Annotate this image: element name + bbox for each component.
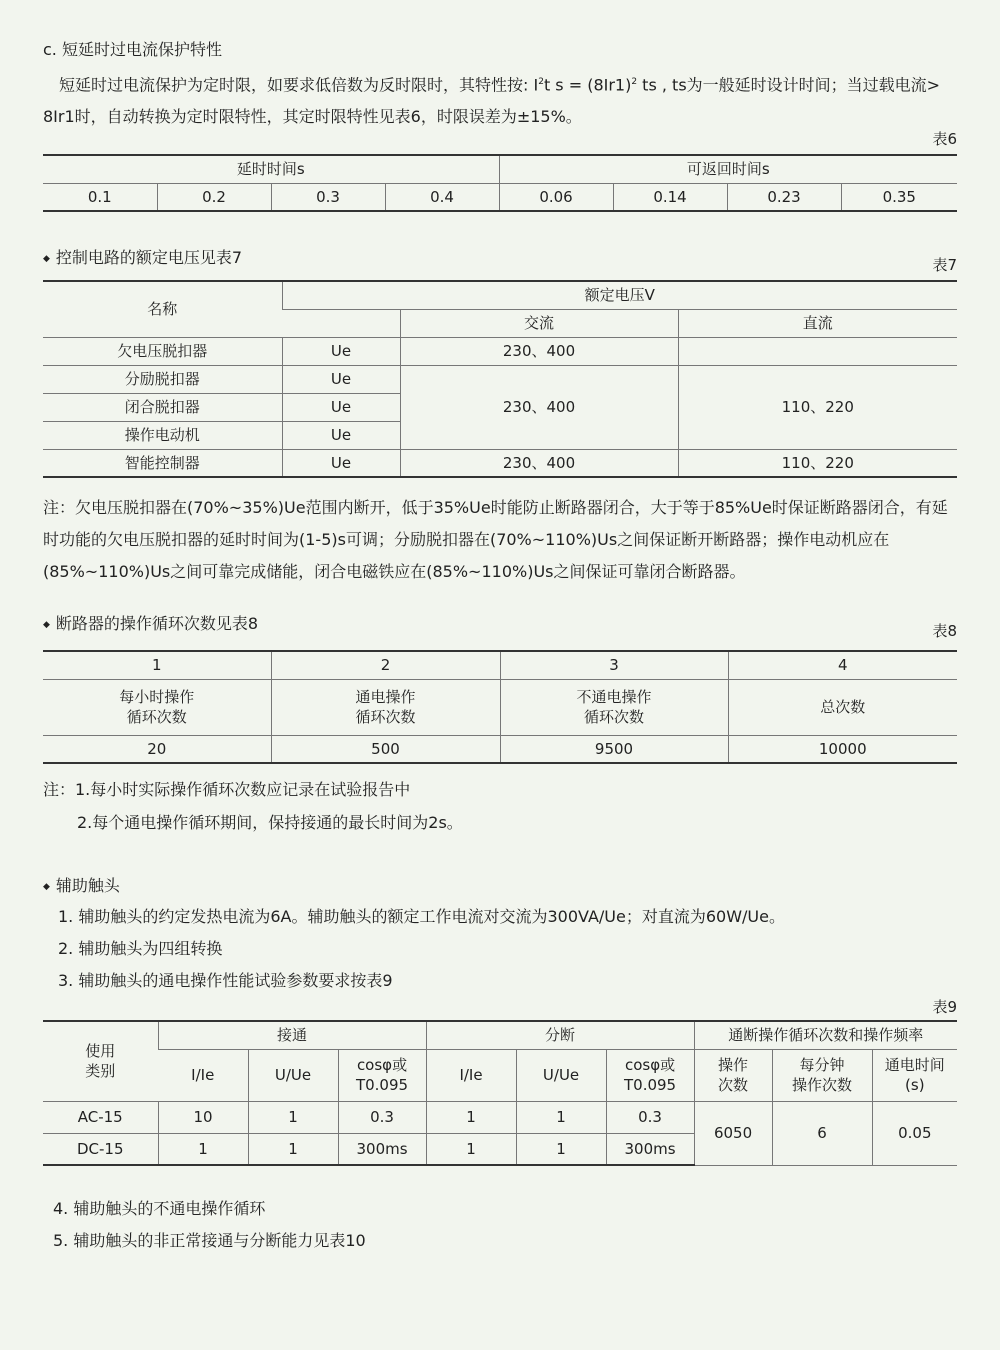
table9-cell: 0.3: [606, 1101, 694, 1133]
table9-ops: 6050: [694, 1101, 772, 1165]
table7-u: Ue: [282, 421, 400, 449]
table6-header-delay: 延时时间s: [43, 155, 499, 183]
table7-name: 分励脱扣器: [43, 365, 282, 393]
table7-header-ac: 交流: [400, 309, 678, 337]
table9-header-category: 使用 类别: [43, 1021, 158, 1101]
table8: [43, 650, 957, 764]
table7-ac-merged: 230、400: [400, 365, 678, 449]
table6-cell: 0.3: [271, 183, 385, 211]
table7-name: 操作电动机: [43, 421, 282, 449]
table9-cell: 1: [426, 1133, 516, 1165]
aux-title: ◆ 辅助触头: [43, 876, 120, 899]
table9-header-time: 通电时间 (s): [872, 1049, 957, 1101]
section8-title: ◆ 断路器的操作循环次数见表8: [43, 614, 258, 637]
table6-cell: 0.35: [841, 183, 957, 211]
table7-name: 闭合脱扣器: [43, 393, 282, 421]
table9-cell: 300ms: [338, 1133, 426, 1165]
table7-ac: 230、400: [400, 449, 678, 477]
table7-dc: 110、220: [678, 449, 957, 477]
table7-dc-merged: 110、220: [678, 365, 957, 449]
section7-title: ◆ 控制电路的额定电压见表7: [43, 248, 242, 271]
table7-header-name: 名称: [43, 281, 282, 337]
table6-cell: 0.06: [499, 183, 613, 211]
table7-u: Ue: [282, 393, 400, 421]
note7: 注：欠电压脱扣器在(70%~35%)Ue范围内断开，低于35%Ue时能防止断路器闭合，大于等于85%Ue时保证断路器闭合，有延时功能的欠电压脱扣器的延时时间为(1-5)s可调；分励脱扣器在(70%~110%)Us之间保证断开断路器；操作电动机应在(85%~110%)Us之间可靠完成储能，闭合电磁铁应在(85%~110%)Us之间保证可靠闭合断路器。: [43, 498, 948, 581]
table9-caption: 表9: [932, 998, 957, 1016]
table6-cell: 0.2: [157, 183, 271, 211]
table7-u: Ue: [282, 365, 400, 393]
table9-header-make: 接通: [158, 1021, 426, 1049]
table9: [43, 1020, 957, 1166]
table-row: [43, 449, 957, 477]
table6-caption: 表6: [932, 130, 957, 148]
table9-header-cos: cosφ或 T0.095: [338, 1049, 426, 1101]
table9-header-permin: 每分钟 操作次数: [772, 1049, 872, 1101]
table8-value: 10000: [728, 735, 957, 763]
table8-label: 不通电操作 循环次数: [500, 679, 728, 735]
table9-header-ie: I/Ie: [158, 1049, 248, 1101]
table8-num: 1: [43, 651, 271, 679]
table9-header-cycles: 通断操作循环次数和操作频率: [694, 1021, 957, 1049]
table9-header-ue: U/Ue: [516, 1049, 606, 1101]
table9-cell: 1: [516, 1101, 606, 1133]
table8-num: 3: [500, 651, 728, 679]
section-c-title: c. 短延时过电流保护特性: [43, 40, 222, 59]
aux-item-4: 4. 辅助触头的不通电操作循环: [53, 1199, 266, 1218]
table9-cell: 300ms: [606, 1133, 694, 1165]
table7-name: 智能控制器: [43, 449, 282, 477]
table7-header-blank: [282, 309, 400, 337]
table6: [43, 154, 957, 212]
table7-u: Ue: [282, 449, 400, 477]
table9-cell: 10: [158, 1101, 248, 1133]
table8-label: 通电操作 循环次数: [271, 679, 500, 735]
table7-dc: [678, 337, 957, 365]
table7: [43, 280, 957, 478]
table-row: [43, 337, 957, 365]
table7-header-dc: 直流: [678, 309, 957, 337]
table8-value: 20: [43, 735, 271, 763]
table9-cat: DC-15: [43, 1133, 158, 1165]
table7-u: Ue: [282, 337, 400, 365]
table9-cell: 0.3: [338, 1101, 426, 1133]
table9-cell: 1: [158, 1133, 248, 1165]
table9-time: 0.05: [872, 1101, 957, 1165]
table9-cell: 1: [426, 1101, 516, 1133]
table9-cell: 1: [248, 1133, 338, 1165]
aux-item-3: 3. 辅助触头的通电操作性能试验参数要求按表9: [58, 971, 393, 990]
table7-name: 欠电压脱扣器: [43, 337, 282, 365]
table6-cell: 0.1: [43, 183, 157, 211]
aux-item-1: 1. 辅助触头的约定发热电流为6A。辅助触头的额定工作电流对交流为300VA/Ue；对直流为60W/Ue。: [58, 907, 785, 926]
table9-header-ie: I/Ie: [426, 1049, 516, 1101]
table6-cell: 0.4: [385, 183, 499, 211]
table9-permin: 6: [772, 1101, 872, 1165]
table8-value: 500: [271, 735, 500, 763]
table9-header-cos: cosφ或 T0.095: [606, 1049, 694, 1101]
note8-line1: 注：1.每小时实际操作循环次数应记录在试验报告中: [43, 780, 411, 799]
table9-header-ue: U/Ue: [248, 1049, 338, 1101]
table-row: [43, 735, 957, 763]
table6-cell: 0.14: [613, 183, 727, 211]
table7-header-voltage: 额定电压V: [282, 281, 957, 309]
table9-cell: 1: [516, 1133, 606, 1165]
table9-cat: AC-15: [43, 1101, 158, 1133]
table8-num: 2: [271, 651, 500, 679]
aux-item-2: 2. 辅助触头为四组转换: [58, 939, 223, 958]
table-row: [43, 1101, 957, 1133]
section-c-paragraph: 短延时过电流保护为定时限，如要求低倍数为反时限时，其特性按: $I^2t$ $s = (8Ir1)^2$ ts , ts为一般延时设计时间；当过载电流> 8Ir1时，自动转换为定时限特性，其定时限特性见表6，时限误差为±15%。: [43, 75, 941, 127]
table8-label: 总次数: [728, 679, 957, 735]
table9-cell: 1: [248, 1101, 338, 1133]
table9-header-break: 分断: [426, 1021, 694, 1049]
table6-cell: 0.23: [727, 183, 841, 211]
table8-label: 每小时操作 循环次数: [43, 679, 271, 735]
aux-item-5: 5. 辅助触头的非正常接通与分断能力见表10: [53, 1231, 366, 1250]
table-row: [43, 365, 957, 393]
table7-ac: 230、400: [400, 337, 678, 365]
table9-header-ops: 操作 次数: [694, 1049, 772, 1101]
note8-line2: 2.每个通电操作循环期间，保持接通的最长时间为2s。: [77, 813, 463, 832]
table-row: [43, 183, 957, 211]
table8-value: 9500: [500, 735, 728, 763]
table8-caption: 表8: [932, 622, 957, 640]
table8-num: 4: [728, 651, 957, 679]
table7-caption: 表7: [932, 256, 957, 274]
table6-header-return: 可返回时间s: [499, 155, 957, 183]
